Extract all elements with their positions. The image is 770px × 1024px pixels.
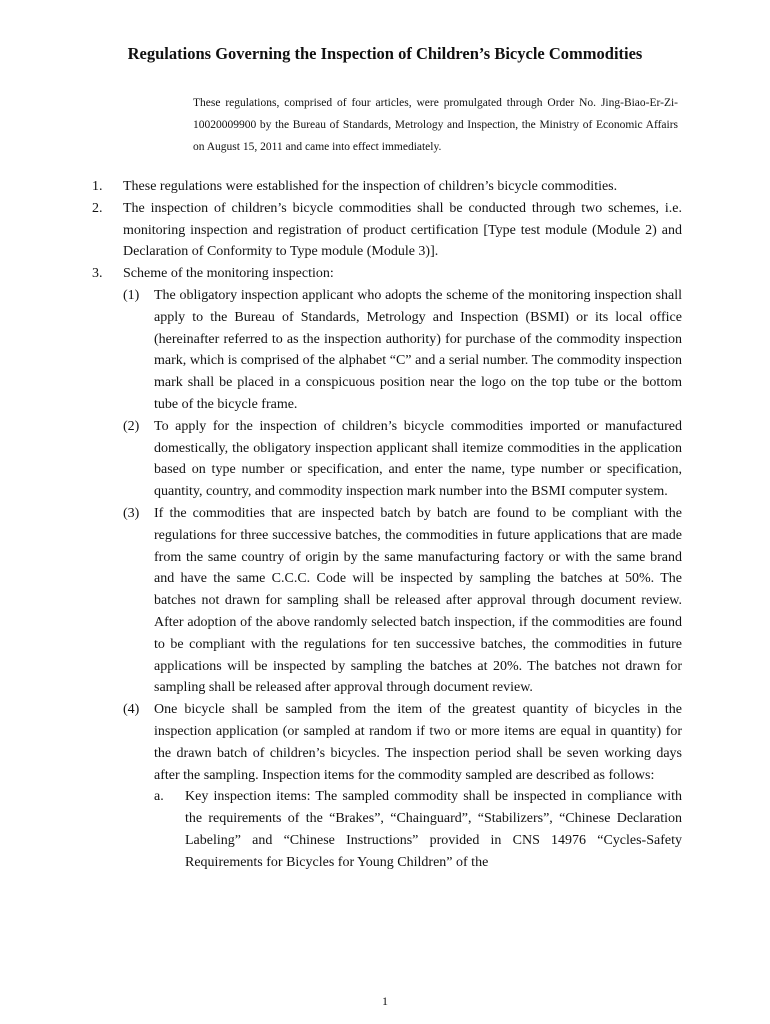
subitem-text: The obligatory inspection applicant who adopts the scheme of the monitoring inspection shall apply to the Bureau of Standards, Metrology and Inspection (BSMI) or its local office (hereinafter referred to as the inspection authority) for purchase of the commodity inspection mark, which is comprised of the alphabet “C” and a serial number. The commodity inspection mark shall be placed in a conspicuous position near the logo on the top tube or the bottom tube of the bicycle frame. (154, 287, 682, 412)
subitem-text: One bicycle shall be sampled from the item of the greatest quantity of bicycles in the inspection application (or sampled at random if two or more items are equal in quantity) for the drawn batch of children’s bicycles. The inspection period shall be seven working days after the sampling. Inspection items for the commodity sampled are described as follows: (154, 702, 682, 783)
subitem-number: (2) (123, 418, 140, 434)
document-body (92, 176, 682, 874)
subitem (123, 416, 682, 503)
subsubitem (154, 786, 682, 873)
subitem (123, 699, 682, 786)
article-item (92, 263, 682, 285)
subitem-number: (3) (123, 505, 140, 521)
article-text: These regulations were established for the inspection of children’s bicycle commodities. (123, 179, 618, 194)
subsubitem-letter: a. (154, 789, 164, 805)
article-text: The inspection of children’s bicycle commodities shall be conducted through two schemes, i.e. monitoring inspection and registration of product certification [Type test module (Module 2) and Declaration of Conformity to Type module (Module 3)]. (123, 200, 682, 260)
subitem-text: If the commodities that are inspected batch by batch are found to be compliant with the regulations for three successive batches, the commodities in future applications that are made from the same country of origin by the same manufacturing factory or with the same brand and have the same C.C.C. Code will be inspected by sampling the batches at 50%. The batches not drawn for sampling shall be released after approval through document review. After adoption of the above randomly selected batch inspection, if the commodities are found to be compliant with the regulations for ten successive batches, the commodities in future applications will be inspected by sampling the batches at 20%. The batches not drawn for sampling shall be released after approval through document review. (154, 505, 682, 696)
subitem (123, 285, 682, 416)
subitem-number: (1) (123, 287, 140, 303)
article-text: Scheme of the monitoring inspection: (123, 266, 334, 282)
article-item (92, 176, 682, 198)
page-number: 1 (382, 994, 388, 1008)
subsubitem-text: Key inspection items: The sampled commodity shall be inspected in compliance with the requirements of the “Brakes”, “Chainguard”, “Stabilizers”, “Chinese Declaration Labeling” and “Chinese Instructions” provided in CNS 14976 “Cycles-Safety Requirements for Bicycles for Young Children” of the (185, 789, 682, 870)
subitem-text: To apply for the inspection of children’s bicycle commodities imported or manufactured domestically, the obligatory inspection applicant shall itemize commodities in the application based on type number or specification, and enter the name, type number or specification, quantity, country, and commodity inspection mark number into the BSMI computer system. (154, 418, 682, 500)
subitem-number: (4) (123, 702, 140, 718)
article-number: 2. (92, 200, 103, 216)
article-item (92, 198, 682, 263)
document-title: Regulations Governing the Inspection of Children’s Bicycle Commodities (127, 44, 643, 63)
article-number: 1. (92, 179, 103, 194)
subitem (123, 503, 682, 699)
preamble: These regulations, comprised of four articles, were promulgated through Order No. Jing-Biao-Er-Zi-10020009900 by the Bureau of Standards, Metrology and Inspection, the Ministry of Economic Affairs on August 15, 2011 and came into effect immediately. (193, 97, 678, 153)
article-number: 3. (92, 266, 103, 282)
